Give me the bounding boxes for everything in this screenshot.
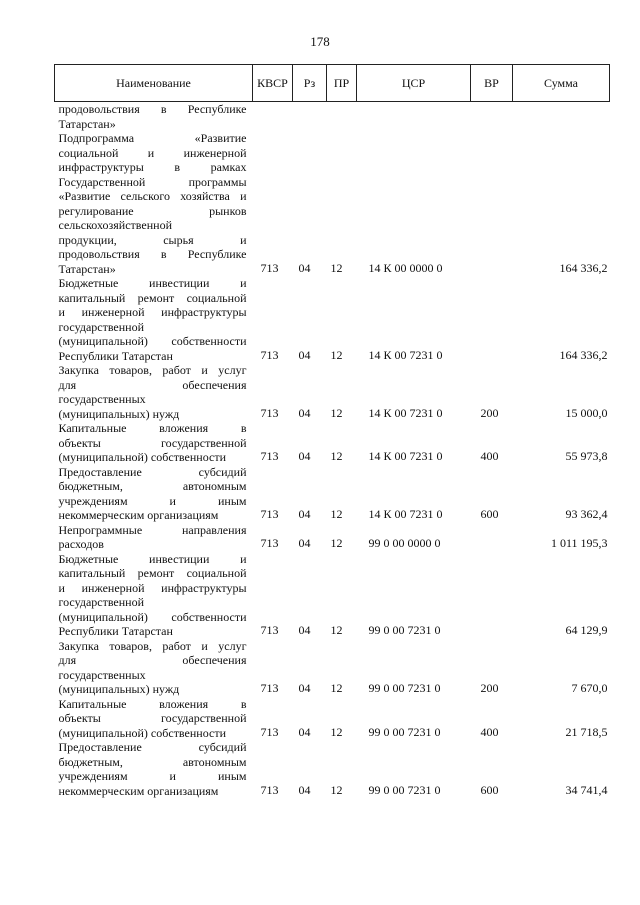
row-sum: 34 741,4 — [565, 782, 608, 797]
row-name — [55, 421, 253, 465]
row-pr: 12 — [330, 623, 343, 637]
row-pr: 12 — [330, 347, 343, 362]
row-sum: 55 973,8 — [565, 449, 608, 463]
row-kvsr: 713 — [260, 260, 279, 275]
row-vr — [471, 552, 513, 639]
row-vr — [471, 131, 513, 276]
row-name-line: капитальный ремонт социальной — [58, 566, 247, 580]
row-kvsr: 713 — [260, 347, 279, 362]
table-row — [55, 465, 610, 523]
row-name-line: некоммерческим организациям — [58, 783, 219, 798]
row-name-line: инфраструктуры в рамках — [58, 160, 247, 174]
row-vr — [471, 523, 513, 552]
table-row — [55, 131, 610, 276]
row-name-line: Непрограммные направления — [58, 522, 247, 537]
page-number: 178 — [310, 34, 330, 49]
row-pr: 12 — [330, 449, 343, 463]
row-pr: 12 — [330, 405, 343, 420]
row-name-line: Капитальные вложения в — [58, 421, 247, 435]
budget-table-container — [54, 64, 609, 798]
row-sum: 164 336,2 — [559, 260, 608, 275]
table-row — [55, 523, 610, 552]
row-vr — [471, 276, 513, 363]
header-pr: ПР — [327, 65, 357, 102]
row-pr: 12 — [330, 260, 343, 275]
row-name-line: для обеспечения — [58, 653, 247, 667]
row-name-line: Предоставление субсидий — [58, 464, 247, 479]
row-vr: 200 — [480, 405, 499, 420]
row-csr: 14 К 00 7231 0 — [368, 347, 443, 362]
table-row — [55, 363, 610, 421]
row-rz: 04 — [298, 405, 311, 420]
row-rz: 04 — [298, 347, 311, 362]
row-kvsr — [253, 102, 293, 132]
row-name — [55, 102, 253, 132]
row-name — [55, 465, 253, 523]
row-name-line: для обеспечения — [58, 377, 247, 392]
table-row — [55, 639, 610, 697]
header-rz: Рз — [293, 65, 327, 102]
row-sum: 21 718,5 — [565, 724, 608, 739]
row-name — [55, 363, 253, 421]
row-sum: 64 129,9 — [565, 623, 608, 637]
header-kvsr: КВСР — [253, 65, 293, 102]
row-sum: 93 362,4 — [565, 507, 608, 521]
row-name-line: (муниципальной) собственности — [58, 334, 247, 348]
row-csr: 14 К 00 7231 0 — [368, 507, 443, 521]
row-name-line: бюджетным, автономным — [58, 754, 247, 769]
row-name-line: (муниципальной) собственности — [58, 609, 247, 624]
row-sum: 7 670,0 — [571, 681, 608, 695]
row-name-line: Татарстан» — [58, 261, 116, 276]
row-pr — [327, 102, 357, 132]
header-vr: ВР — [471, 65, 513, 102]
row-pr: 12 — [330, 782, 343, 797]
table-row — [55, 276, 610, 363]
row-name-line: Бюджетные инвестиции и — [58, 551, 247, 566]
row-rz: 04 — [298, 724, 311, 739]
row-name-line: государственных — [58, 392, 146, 406]
table-row — [55, 102, 610, 132]
row-name-line: продукции, сырья и — [58, 232, 247, 247]
row-pr: 12 — [330, 536, 343, 550]
row-kvsr: 713 — [260, 724, 279, 739]
row-csr: 99 0 00 7231 0 — [368, 681, 441, 695]
row-sum: 164 336,2 — [559, 347, 608, 362]
row-name-line: расходов — [58, 537, 104, 551]
row-kvsr: 713 — [260, 681, 279, 695]
row-csr: 99 0 00 0000 0 — [368, 536, 441, 550]
row-name — [55, 697, 253, 741]
row-csr — [357, 102, 471, 132]
table-row — [55, 697, 610, 741]
row-kvsr: 713 — [260, 782, 279, 797]
row-name-line: (муниципальных) нужд — [58, 406, 180, 421]
row-name-line: некоммерческим организациям — [58, 508, 219, 522]
row-csr: 14 К 00 7231 0 — [368, 405, 443, 420]
row-name-line: Закупка товаров, работ и услуг — [58, 363, 247, 377]
row-name-line: государственных — [58, 667, 146, 682]
row-sum: 1 011 195,3 — [550, 536, 608, 550]
row-name-line: учреждениям и иным — [58, 493, 247, 508]
row-vr: 600 — [480, 507, 499, 521]
table-header — [55, 65, 610, 102]
row-kvsr: 713 — [260, 536, 279, 550]
row-name-line: капитальный ремонт социальной — [58, 290, 247, 305]
row-rz: 04 — [298, 260, 311, 275]
row-name-line: объекты государственной — [58, 435, 247, 450]
row-kvsr: 713 — [260, 507, 279, 521]
row-name-line: и инженерной инфраструктуры — [58, 580, 247, 595]
row-name-line: Республики Татарстан — [58, 348, 173, 363]
row-rz: 04 — [298, 449, 311, 463]
row-name-line: (муниципальных) нужд — [58, 682, 180, 696]
row-name — [55, 639, 253, 697]
row-rz: 04 — [298, 623, 311, 637]
row-name-line: Республики Татарстан — [58, 624, 173, 638]
row-name-line: продовольствия в Республике — [58, 247, 247, 261]
row-name-line: (муниципальной) собственности — [58, 725, 226, 740]
row-name-line: государственной — [58, 595, 145, 609]
row-name-line: Государственной программы — [58, 174, 247, 189]
row-kvsr: 713 — [260, 449, 279, 463]
row-vr — [471, 102, 513, 132]
header-name: Наименование — [55, 65, 253, 102]
row-csr: 14 К 00 0000 0 — [368, 260, 443, 275]
row-name-line: государственной — [58, 319, 145, 334]
row-name-line: бюджетным, автономным — [58, 479, 247, 493]
row-csr: 99 0 00 7231 0 — [368, 623, 441, 637]
row-name-line: сельскохозяйственной — [58, 218, 172, 232]
table-row — [55, 421, 610, 465]
row-name-line: учреждениям и иным — [58, 769, 247, 783]
row-name — [55, 740, 253, 798]
row-name — [55, 523, 253, 552]
row-name-line: (муниципальной) собственности — [58, 450, 226, 464]
row-name-line: «Развитие сельского хозяйства и — [58, 189, 247, 203]
table-row — [55, 552, 610, 639]
row-name-line: Капитальные вложения в — [58, 696, 247, 711]
row-name-line: регулирование рынков — [58, 203, 247, 218]
row-name-line: Бюджетные инвестиции и — [58, 276, 247, 290]
row-name-line: социальной и инженерной — [58, 145, 247, 160]
row-name-line: Предоставление субсидий — [58, 740, 247, 754]
row-pr: 12 — [330, 724, 343, 739]
row-name — [55, 552, 253, 639]
row-csr: 99 0 00 7231 0 — [368, 782, 441, 797]
row-sum: 15 000,0 — [565, 405, 608, 420]
row-rz: 04 — [298, 782, 311, 797]
row-name — [55, 276, 253, 363]
row-name-line: Подпрограмма «Развитие — [58, 131, 247, 145]
row-name-line: объекты государственной — [58, 711, 247, 725]
row-name-line: и инженерной инфраструктуры — [58, 305, 247, 319]
row-name-line: Закупка товаров, работ и услуг — [58, 638, 247, 653]
row-name-line: продовольствия в Республике — [58, 102, 247, 116]
row-vr: 400 — [480, 724, 499, 739]
row-name-line: Татарстан» — [58, 116, 116, 131]
row-csr: 14 К 00 7231 0 — [368, 449, 443, 463]
header-sum: Сумма — [513, 65, 610, 102]
row-vr: 600 — [480, 782, 499, 797]
header-csr: ЦСР — [357, 65, 471, 102]
table-body — [55, 102, 610, 799]
table-row — [55, 740, 610, 798]
row-kvsr: 713 — [260, 623, 279, 637]
row-kvsr: 713 — [260, 405, 279, 420]
row-sum — [513, 102, 610, 132]
row-vr: 400 — [480, 449, 499, 463]
budget-table — [54, 64, 610, 798]
row-vr: 200 — [480, 681, 499, 695]
row-rz: 04 — [298, 507, 311, 521]
row-rz: 04 — [298, 536, 311, 550]
row-rz — [293, 102, 327, 132]
row-pr: 12 — [330, 681, 343, 695]
row-pr: 12 — [330, 507, 343, 521]
row-rz: 04 — [298, 681, 311, 695]
row-csr: 99 0 00 7231 0 — [368, 724, 441, 739]
row-name — [55, 131, 253, 276]
